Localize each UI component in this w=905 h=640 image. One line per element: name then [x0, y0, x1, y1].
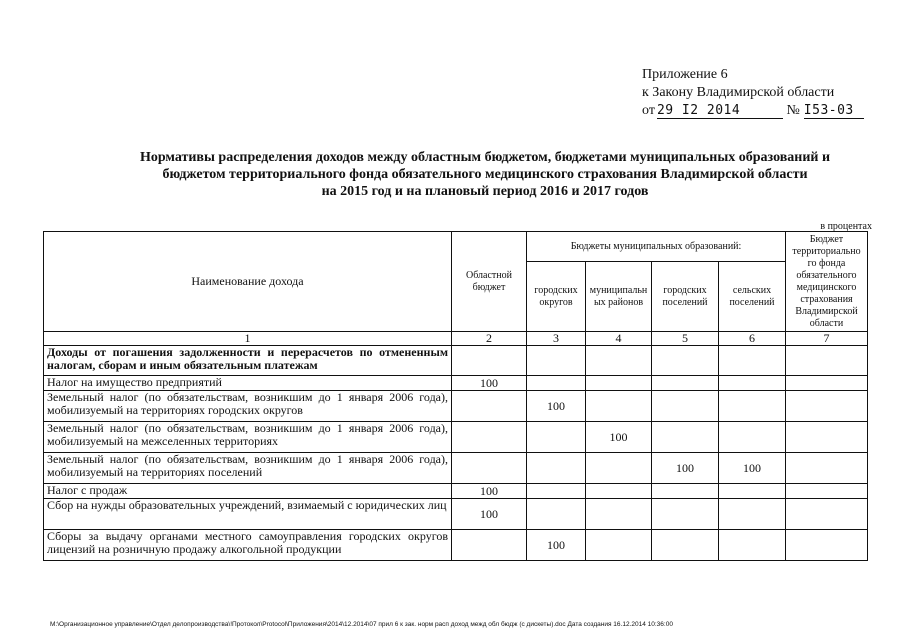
title-line-3: на 2015 год и на плановый период 2016 и 2017 годов — [321, 184, 649, 199]
row-name: Земельный налог (по обязательствам, возникшим до 1 января 2006 года), мобилизуемый на территориях городских округов — [44, 391, 452, 422]
row-name: Доходы от погашения задолженности и перерасчетов по отмененным налогам, сборам и иным обязательным платежам — [44, 346, 452, 376]
cell-municipal-districts — [586, 484, 652, 499]
header-name: Наименование дохода — [44, 232, 452, 332]
cell-fund — [786, 484, 868, 499]
cell-urban-districts — [527, 346, 586, 376]
cell-urban-settlements — [652, 346, 719, 376]
header-rural-settlements: сельских поселений — [719, 262, 786, 332]
cell-urban-settlements — [652, 530, 719, 561]
cell-rural-settlements — [719, 484, 786, 499]
cell-rural-settlements — [719, 530, 786, 561]
cell-rural-settlements — [719, 376, 786, 391]
table-row — [44, 376, 868, 391]
row-name: Земельный налог (по обязательствам, возникшим до 1 января 2006 года), мобилизуемый на территориях поселений — [44, 453, 452, 484]
row-name: Налог с продаж — [44, 484, 452, 499]
cell-rural-settlements — [719, 346, 786, 376]
cell-urban-settlements — [652, 391, 719, 422]
col-number: 6 — [719, 332, 786, 346]
row-name: Сборы за выдачу органами местного самоуправления городских округов лицензий на розничную продажу алкогольной продукции — [44, 530, 452, 561]
header-urban-districts: городских округов — [527, 262, 586, 332]
units-note: в процентах — [820, 221, 872, 232]
row-name: Сбор на нужды образовательных учреждений, взимаемый с юридических лиц — [44, 499, 452, 530]
cell-fund — [786, 499, 868, 530]
approval-line-2: к Закону Владимирской области — [642, 85, 835, 100]
cell-urban-districts: 100 — [527, 391, 586, 422]
cell-urban-districts — [527, 422, 586, 453]
cell-municipal-districts — [586, 530, 652, 561]
col-number: 1 — [44, 332, 452, 346]
header-fund: Бюджет территориально го фонда обязательного медицинского страхования Владимирской области — [786, 232, 868, 332]
cell-regional — [452, 391, 527, 422]
document-title — [100, 149, 870, 200]
header-urban-settlements: городских поселений — [652, 262, 719, 332]
cell-regional — [452, 453, 527, 484]
cell-regional — [452, 346, 527, 376]
cell-urban-settlements — [652, 422, 719, 453]
table-row — [44, 499, 868, 530]
number-label: № — [786, 103, 800, 118]
from-label: от — [642, 103, 655, 118]
cell-rural-settlements: 100 — [719, 453, 786, 484]
table-row — [44, 346, 868, 376]
law-number: I53-03 — [803, 103, 854, 118]
cell-urban-settlements: 100 — [652, 453, 719, 484]
row-name: Налог на имущество предприятий — [44, 376, 452, 391]
col-number: 3 — [527, 332, 586, 346]
table-row — [44, 484, 868, 499]
col-number: 4 — [586, 332, 652, 346]
cell-urban-districts — [527, 499, 586, 530]
cell-municipal-districts — [586, 499, 652, 530]
cell-fund — [786, 530, 868, 561]
cell-municipal-districts — [586, 346, 652, 376]
col-number: 7 — [786, 332, 868, 346]
cell-urban-districts — [527, 484, 586, 499]
cell-fund — [786, 346, 868, 376]
cell-urban-districts — [527, 453, 586, 484]
title-line-2: бюджетом территориального фонда обязательного медицинского страхования Владимирской области — [162, 167, 808, 182]
cell-fund — [786, 422, 868, 453]
cell-municipal-districts: 100 — [586, 422, 652, 453]
column-number-row — [44, 332, 868, 346]
approval-block — [642, 66, 864, 120]
col-number: 5 — [652, 332, 719, 346]
cell-rural-settlements — [719, 499, 786, 530]
cell-rural-settlements — [719, 391, 786, 422]
cell-regional: 100 — [452, 376, 527, 391]
cell-rural-settlements — [719, 422, 786, 453]
header-municipal-districts: муниципальн ых районов — [586, 262, 652, 332]
title-line-1: Нормативы распределения доходов между областным бюджетом, бюджетами муниципальных образований и — [139, 150, 831, 165]
table-row — [44, 422, 868, 453]
table-row — [44, 453, 868, 484]
cell-regional: 100 — [452, 484, 527, 499]
cell-regional — [452, 422, 527, 453]
cell-fund — [786, 376, 868, 391]
col-number: 2 — [452, 332, 527, 346]
cell-urban-settlements — [652, 484, 719, 499]
header-regional: Областной бюджет — [452, 232, 527, 332]
cell-regional — [452, 530, 527, 561]
cell-municipal-districts — [586, 391, 652, 422]
header-municipal-group: Бюджеты муниципальных образований: — [527, 232, 786, 262]
cell-urban-districts: 100 — [527, 530, 586, 561]
distribution-table — [43, 231, 868, 561]
approval-line-1: Приложение 6 — [642, 67, 728, 82]
table-row — [44, 530, 868, 561]
cell-urban-settlements — [652, 499, 719, 530]
approval-date-number-line — [642, 102, 864, 120]
row-name: Земельный налог (по обязательствам, возникшим до 1 января 2006 года), мобилизуемый на межселенных территориях — [44, 422, 452, 453]
law-date: 29 I2 2014 — [656, 103, 741, 118]
cell-municipal-districts — [586, 453, 652, 484]
file-path-footer: М:\Организационное управление\Отдел делопроизводства\!Протокол\Protocol\Приложения\2014\12.2014\07 прил 6 к зак. норм расп доход межд обл бюдж (с дискеты).doc Дата создания 16.12.2014 10:36:00 — [50, 621, 673, 628]
cell-municipal-districts — [586, 376, 652, 391]
cell-urban-settlements — [652, 376, 719, 391]
cell-regional: 100 — [452, 499, 527, 530]
cell-fund — [786, 453, 868, 484]
table-row — [44, 391, 868, 422]
cell-urban-districts — [527, 376, 586, 391]
cell-fund — [786, 391, 868, 422]
